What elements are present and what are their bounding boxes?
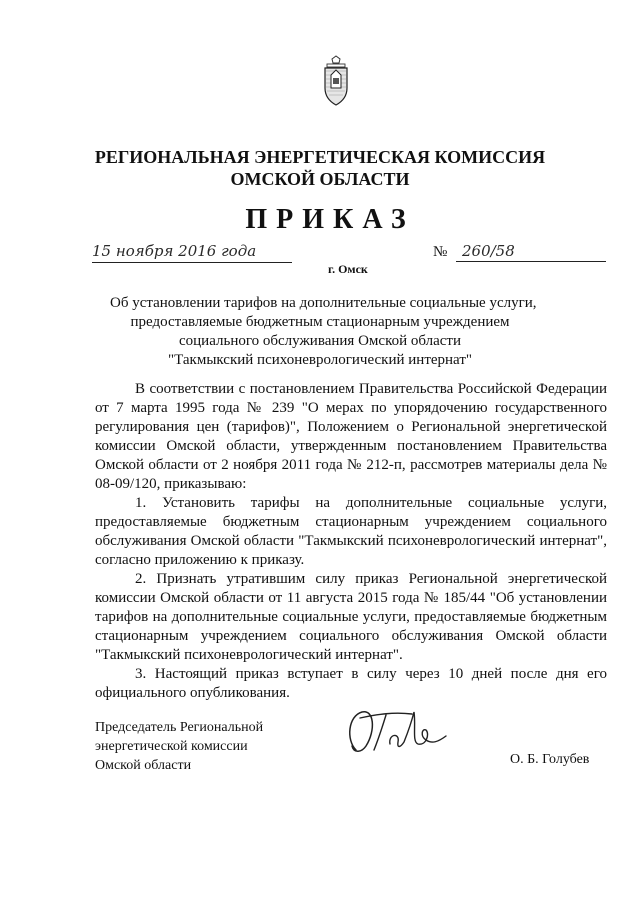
subject-line: Об установлении тарифов на дополнительные социальные услуги, bbox=[110, 295, 537, 311]
position-line: Омской области bbox=[95, 758, 192, 773]
document-type-title: ПРИКАЗ bbox=[245, 204, 415, 235]
number-label: № bbox=[433, 244, 448, 260]
order-subject bbox=[110, 294, 537, 370]
position-line: энергетической комиссии bbox=[95, 739, 248, 754]
organization-name bbox=[80, 146, 560, 190]
handwritten-number: 260/58 bbox=[462, 242, 515, 260]
handwritten-signature bbox=[342, 706, 452, 758]
city-label: г. Омск bbox=[328, 262, 368, 276]
coat-of-arms-emblem bbox=[323, 55, 349, 107]
handwritten-date: 15 ноября 2016 года bbox=[92, 242, 257, 260]
subject-line: социального обслуживания Омской области bbox=[178, 333, 462, 349]
preamble-paragraph: В соответствии с постановлением Правительства Российской Федерации от 7 марта 1995 года № 239 "О мерах по упорядочению государственного регулирования цен (тарифов)", Положением о Региональной энергетической комиссии Омской области, утвержденным постановлением Правительства Омской области от 2 ноября 2011 года № 212-п, рассмотрев материалы дела № 08-09/120, приказываю: bbox=[95, 381, 607, 492]
date-field bbox=[92, 241, 292, 263]
signatory-name: О. Б. Голубев bbox=[510, 752, 590, 767]
org-line-2: ОМСКОЙ ОБЛАСТИ bbox=[230, 169, 410, 189]
clause-2: 2. Признать утратившим силу приказ Региональной энергетической комиссии Омской области от 11 августа 2015 года № 185/44 "Об установлении тарифов на дополнительные социальные услуги, предоставляемые бюджетным стационарным учреждением социального обслуживания Омской области "Такмыкский психоневрологический интернат". bbox=[95, 571, 607, 663]
position-line: Председатель Региональной bbox=[95, 720, 264, 735]
clause-1: 1. Установить тарифы на дополнительные социальные услуги, предоставляемые бюджетным стационарным учреждением социального обслуживания Омской области "Такмыкский психоневрологический интернат", согласно приложению к приказу. bbox=[95, 495, 607, 568]
subject-line: предоставляемые бюджетным стационарным учреждением bbox=[130, 314, 510, 330]
subject-line: "Такмыкский психоневрологический интернат" bbox=[167, 352, 473, 368]
order-body bbox=[95, 380, 607, 703]
number-field bbox=[456, 241, 606, 262]
org-line-1: РЕГИОНАЛЬНАЯ ЭНЕРГЕТИЧЕСКАЯ КОМИССИЯ bbox=[94, 147, 546, 167]
clause-3: 3. Настоящий приказ вступает в силу через 10 дней после дня его официального опубликования. bbox=[95, 666, 607, 701]
signatory-position bbox=[95, 718, 263, 775]
